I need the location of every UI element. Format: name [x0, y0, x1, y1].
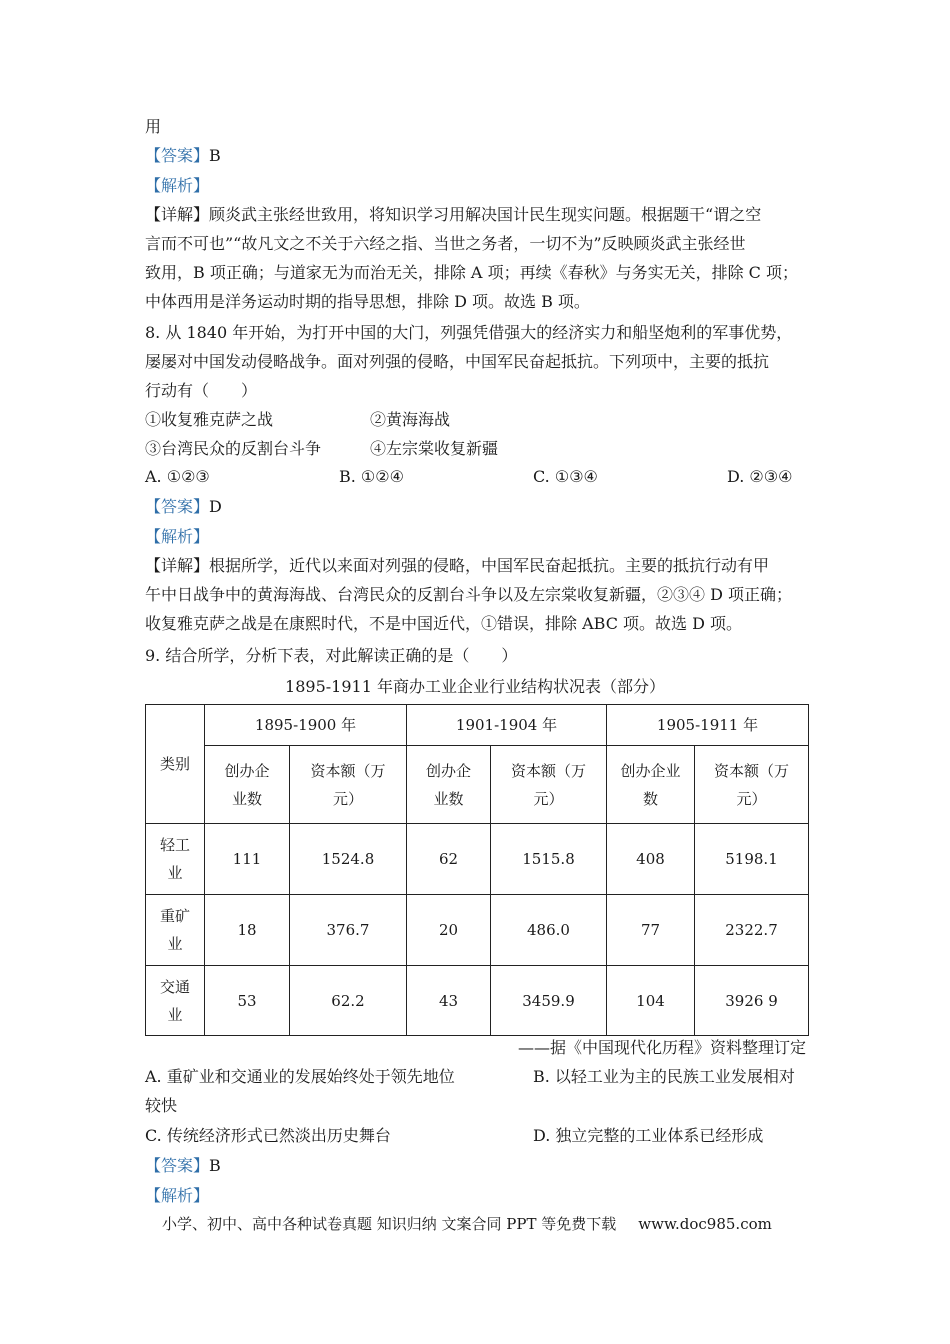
sub-header-line: 业数	[231, 789, 262, 808]
q9-option-b: B. 以轻工业为主的民族工业发展相对	[533, 1067, 795, 1086]
detail-tag: 【详解】	[145, 205, 210, 224]
sub-header	[491, 746, 607, 824]
row-label-line: 轻工	[159, 836, 190, 854]
q9-answer	[145, 1155, 221, 1177]
detail-text: 顾炎武主张经世致用，将知识学习用解决国计民生现实问题。根据题干“谓之空	[209, 205, 762, 224]
detail-text: 根据所学，近代以来面对列强的侵略，中国军民奋起抵抗。主要的抵抗行动有甲	[209, 556, 770, 575]
answer-tag: 【答案】	[145, 497, 210, 516]
answer-tag: 【答案】	[145, 146, 210, 165]
sub-header	[290, 746, 407, 824]
table-cell: 1515.8	[491, 824, 607, 895]
category-header: 类别	[146, 705, 205, 824]
detail-tag: 【详解】	[145, 556, 210, 575]
q8-item: ①收复雅克萨之战	[145, 410, 274, 429]
table-caption: 1895-1911 年商办工业企业行业结构状况表（部分）	[285, 677, 665, 696]
sub-header-line: 数	[642, 789, 658, 808]
row-label-line: 业	[167, 1005, 183, 1024]
table-cell: 53	[205, 966, 290, 1036]
q8-item: ④左宗棠收复新疆	[370, 439, 499, 458]
table-cell: 486.0	[491, 895, 607, 966]
table-source: ——据《中国现代化历程》资料整理订定	[517, 1038, 806, 1057]
period-header: 1901-1904 年	[407, 705, 607, 746]
row-label-line: 业	[167, 864, 183, 882]
sub-header-line: 资本额（万	[310, 761, 386, 780]
footer-text: 小学、初中、高中各种试卷真题 知识归纳 文案合同 PPT 等免费下载	[162, 1215, 617, 1233]
table-cell: 3926 9	[695, 966, 809, 1036]
q9-option-c: C. 传统经济形式已然淡出历史舞台	[145, 1126, 391, 1145]
q8-item: ②黄海海战	[370, 410, 451, 429]
q9-stem: 9. 结合所学，分析下表，对此解读正确的是（ ）	[145, 646, 518, 665]
table-cell: 20	[407, 895, 491, 966]
table-cell: 77	[607, 895, 695, 966]
row-label	[146, 895, 205, 966]
sub-header	[407, 746, 491, 824]
row-label-line: 业	[167, 935, 183, 953]
q7-tail: 用	[145, 117, 162, 136]
sub-header-line: 元）	[736, 789, 767, 808]
table-row	[146, 895, 809, 966]
q9-option-a: A. 重矿业和交通业的发展始终处于领先地位	[145, 1067, 455, 1086]
row-label-line: 重矿	[159, 907, 190, 925]
sub-header-line: 资本额（万	[510, 761, 586, 780]
footer-url[interactable]: www.doc985.com	[638, 1215, 772, 1233]
q8-item: ③台湾民众的反割台斗争	[145, 439, 322, 458]
q8-option-d: D. ②③④	[727, 467, 793, 486]
sub-header-line: 元）	[533, 789, 564, 808]
q8-option-c: C. ①③④	[533, 467, 598, 486]
q9-analysis-tag: 【解析】	[145, 1186, 210, 1205]
q7-analysis-tag: 【解析】	[145, 176, 210, 195]
answer-value: B	[209, 1156, 221, 1175]
answer-value: D	[209, 497, 222, 516]
q8-detail-line: 收复雅克萨之战是在康熙时代，不是中国近代，①错误，排除 ABC 项。故选 D 项。	[145, 614, 743, 633]
footer	[162, 1213, 772, 1235]
table-row	[146, 966, 809, 1036]
answer-value: B	[209, 146, 221, 165]
q8-option-a: A. ①②③	[145, 467, 210, 486]
table-cell: 43	[407, 966, 491, 1036]
sub-header-line: 创办企	[425, 761, 471, 780]
q8-stem-line: 行动有（ ）	[145, 381, 258, 400]
table-row	[146, 824, 809, 895]
sub-header-line: 元）	[332, 789, 363, 808]
q7-detail-line: 致用，B 项正确；与道家无为而治无关，排除 A 项；再续《春秋》与务实无关，排除 C 项；	[145, 263, 798, 282]
table-cell: 3459.9	[491, 966, 607, 1036]
answer-tag: 【答案】	[145, 1156, 210, 1175]
sub-header-line: 资本额（万	[713, 761, 789, 780]
row-label	[146, 966, 205, 1036]
table-cell: 2322.7	[695, 895, 809, 966]
table-cell: 18	[205, 895, 290, 966]
q7-answer	[145, 145, 221, 167]
q8-detail-line	[145, 555, 769, 577]
table-cell: 408	[607, 824, 695, 895]
table-cell: 62.2	[290, 966, 407, 1036]
period-header: 1895-1900 年	[205, 705, 407, 746]
q8-answer	[145, 496, 222, 518]
table-cell: 111	[205, 824, 290, 895]
q9-option-d: D. 独立完整的工业体系已经形成	[533, 1126, 764, 1145]
row-label-line: 交通	[159, 977, 190, 996]
q9-option-b-cont: 较快	[145, 1096, 178, 1115]
sub-header	[205, 746, 290, 824]
sub-header-line: 创办企业	[620, 761, 681, 780]
sub-header	[607, 746, 695, 824]
q8-detail-line: 午中日战争中的黄海海战、台湾民众的反割台斗争以及左宗棠收复新疆，②③④ D 项正确；	[145, 585, 793, 604]
q8-stem-line: 8. 从 1840 年开始，为打开中国的大门，列强凭借强大的经济实力和船坚炮利的军事优势，	[145, 323, 793, 342]
q7-detail-line	[145, 204, 761, 226]
q7-detail-line: 言而不可也”“故凡文之不关于六经之指、当世之务者，一切不为”反映顾炎武主张经世	[145, 234, 746, 253]
q8-stem-line: 屡屡对中国发动侵略战争。面对列强的侵略，中国军民奋起抵抗。下列项中，主要的抵抗	[145, 352, 770, 371]
table-cell: 104	[607, 966, 695, 1036]
row-label	[146, 824, 205, 895]
q8-analysis-tag: 【解析】	[145, 527, 210, 546]
sub-header	[695, 746, 809, 824]
q7-detail-line: 中体西用是洋务运动时期的指导思想，排除 D 项。故选 B 项。	[145, 292, 590, 311]
table-cell: 376.7	[290, 895, 407, 966]
table-cell: 1524.8	[290, 824, 407, 895]
table-cell: 62	[407, 824, 491, 895]
q8-option-b: B. ①②④	[339, 467, 404, 486]
sub-header-line: 创办企	[224, 761, 270, 780]
industry-table	[145, 704, 809, 1036]
period-header: 1905-1911 年	[607, 705, 809, 746]
sub-header-line: 业数	[433, 789, 464, 808]
table-cell: 5198.1	[695, 824, 809, 895]
